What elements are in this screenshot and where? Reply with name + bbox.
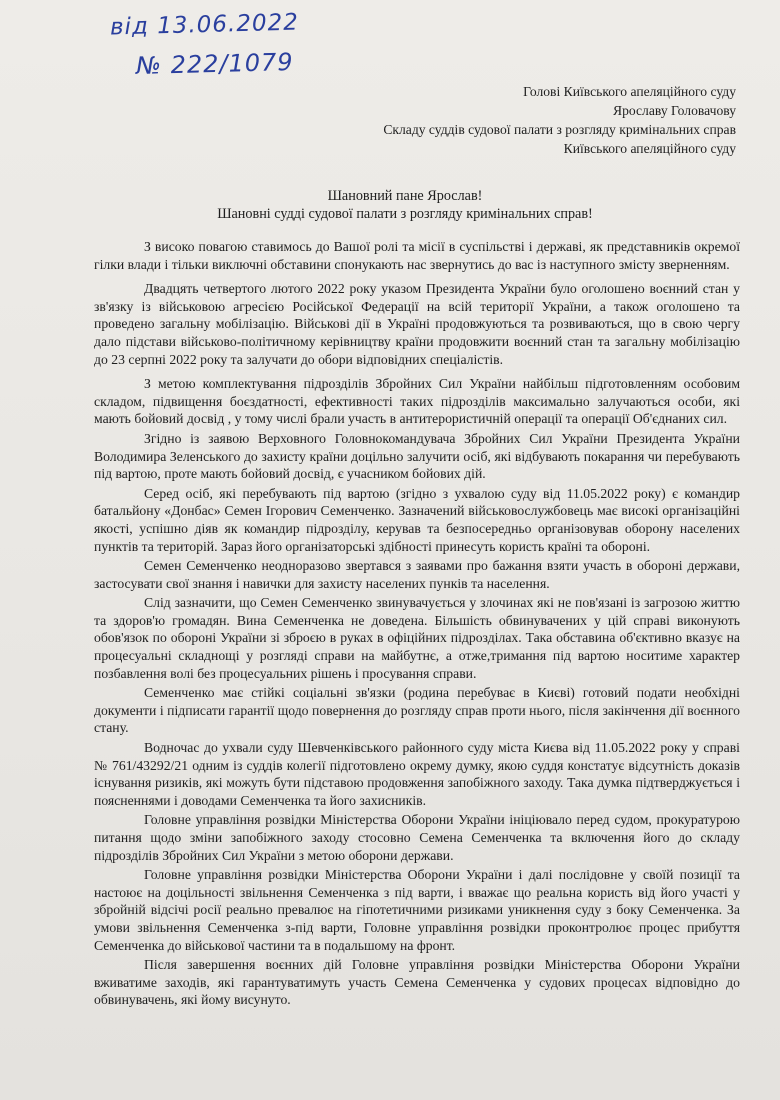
paragraph: Семен Семенченко неодноразово звертався з заявами про бажання взяти участь в обороні держави, застосувати свої знання і навички для захисту населених пунків та населення. (94, 558, 740, 591)
addressee-line: Ярославу Головачову (613, 103, 736, 118)
greeting-line: Шановні судді судової палати з розгляду кримінальних справ! (217, 206, 593, 222)
letter-body (94, 238, 740, 1011)
addressee-line: Голові Київського апеляційного суду (523, 84, 736, 99)
paragraph: Слід зазначити, що Семен Семенченко звинувачується у злочинах які не пов'язані із загрозою життю та здоров'ю громадян. Вина Семенченка не доведена. Більшість обвинувачених у цій справі виконують обов'язок по обороні України зі зброєю в руках в офіційних підрозділах. Така обставина об'єктивно вказує на процесуальні складнощі у розгляді справи на майбутнє, а отже,тримання під вартою носитиме характер позбавлення волі без процесуальних рішень і просування справи. (94, 595, 740, 681)
paragraph: З метою комплектування підрозділів Збройних Сил України найбільш підготовленням особовим складом, підвищення боєздатності, ефективності таких підрозділів максимально залучаються особи, які мають бойовий досвід , у тому числі брали участь в антитерористичній операції та операції Об'єднаних сил. (94, 376, 740, 427)
addressee-line: Київського апеляційного суду (563, 141, 736, 156)
handwritten-date: від 13.06.2022 (109, 9, 300, 41)
paragraph: Семенченко має стійкі соціальні зв'язки (родина перебуває в Києві) готовий подати необхідні документи і підписати гарантії щодо повернення до розгляду справ проти нього, після закінчення дії воєнного стану. (94, 685, 740, 736)
paragraph: Двадцять четвертого лютого 2022 року указом Президента України було оголошено воєнний стан у зв'язку із військовою агресією Російської Федерації на всій території України, а також оголошено та проведено загальну мобілізацію. Військові дії в Україні продовжуються та розвиваються, що в свою чергу дало підстави військово-політичному керівництву країни продовжити воєнний стан та загальну мобілізацію до 23 серпні 2022 року та залучати до обори відповідних спеціалістів. (94, 281, 740, 367)
paragraph: Серед осіб, які перебувають під вартою (згідно з ухвалою суду від 11.05.2022 року) є командир батальйону «Донбас» Семен Ігорович Семенченко. Зазначений військовослужбовець має високі організаційні якості, успішно діяв як командир підрозділу, керував та безпосередньо організовував оборону населених пунктів та територій. Зараз його організаторські здібності принесуть користь країні та обороні. (94, 485, 740, 554)
paragraph: Згідно із заявою Верховного Головнокомандувача Збройних Сил України Президента України Володимира Зеленського до захисту країни доцільно залучити осіб, які відбувають покарання чи перебувають під вартою, проте мають бойовий досвід, є учасником бойових дій. (94, 430, 740, 482)
paragraph: Головне управління розвідки Міністерства Оборони України ініціювало перед судом, прокуратурою питання щодо зміни запобіжного заходу стосовно Семена Семенченка та включення його до складу підрозділів Збройних Сил України з метою оборони держави. (94, 812, 740, 863)
greeting-line: Шановний пане Ярослав! (327, 188, 483, 204)
handwritten-reference-number: № 222/1079 (135, 47, 294, 81)
paragraph: Головне управління розвідки Міністерства Оборони України і далі послідовне у своїй позиції та настоює на доцільності звільнення Семенченка з під варти, і вважає що реальна користь від його участі у збройній відсічі росії реально превалює на гіпотетичними ризиками уникнення суду з боку Семенченка. За умови звільнення Семенченка з-під варти, Головне управління розвідки проконтролює процес прибуття Семенченка до військової частини та в подальшому на фронт. (94, 867, 740, 953)
paragraph: З високо повагою ставимось до Вашої ролі та місії в суспільстві і державі, як представників окремої гілки влади і тільки виключні обставини спонукають нас звернутись до вас із наступного змісту зверненням. (94, 239, 740, 272)
addressee-block (316, 82, 736, 158)
addressee-line: Складу суддів судової палати з розгляду кримінальних справ (383, 122, 736, 137)
paragraph: Після завершення воєнних дій Головне управління розвідки Міністерства Оборони України вживатиме заходів, які гарантуватимуть участь Семена Семенченка у судових процесах відповідно до обвинувачень, які йому висунуто. (94, 957, 740, 1008)
paragraph: Водночас до ухвали суду Шевченківського районного суду міста Києва від 11.05.2022 року у справі № 761/43292/21 одним із суддів колегії підготовлено окрему думку, якою суддя констатує відсутність доказів існування ризиків, які можуть бути підставою продовження запобіжного заходу. Така думка підтверджується і поясненнями і доводами Семенченка та його захисників. (94, 740, 740, 808)
